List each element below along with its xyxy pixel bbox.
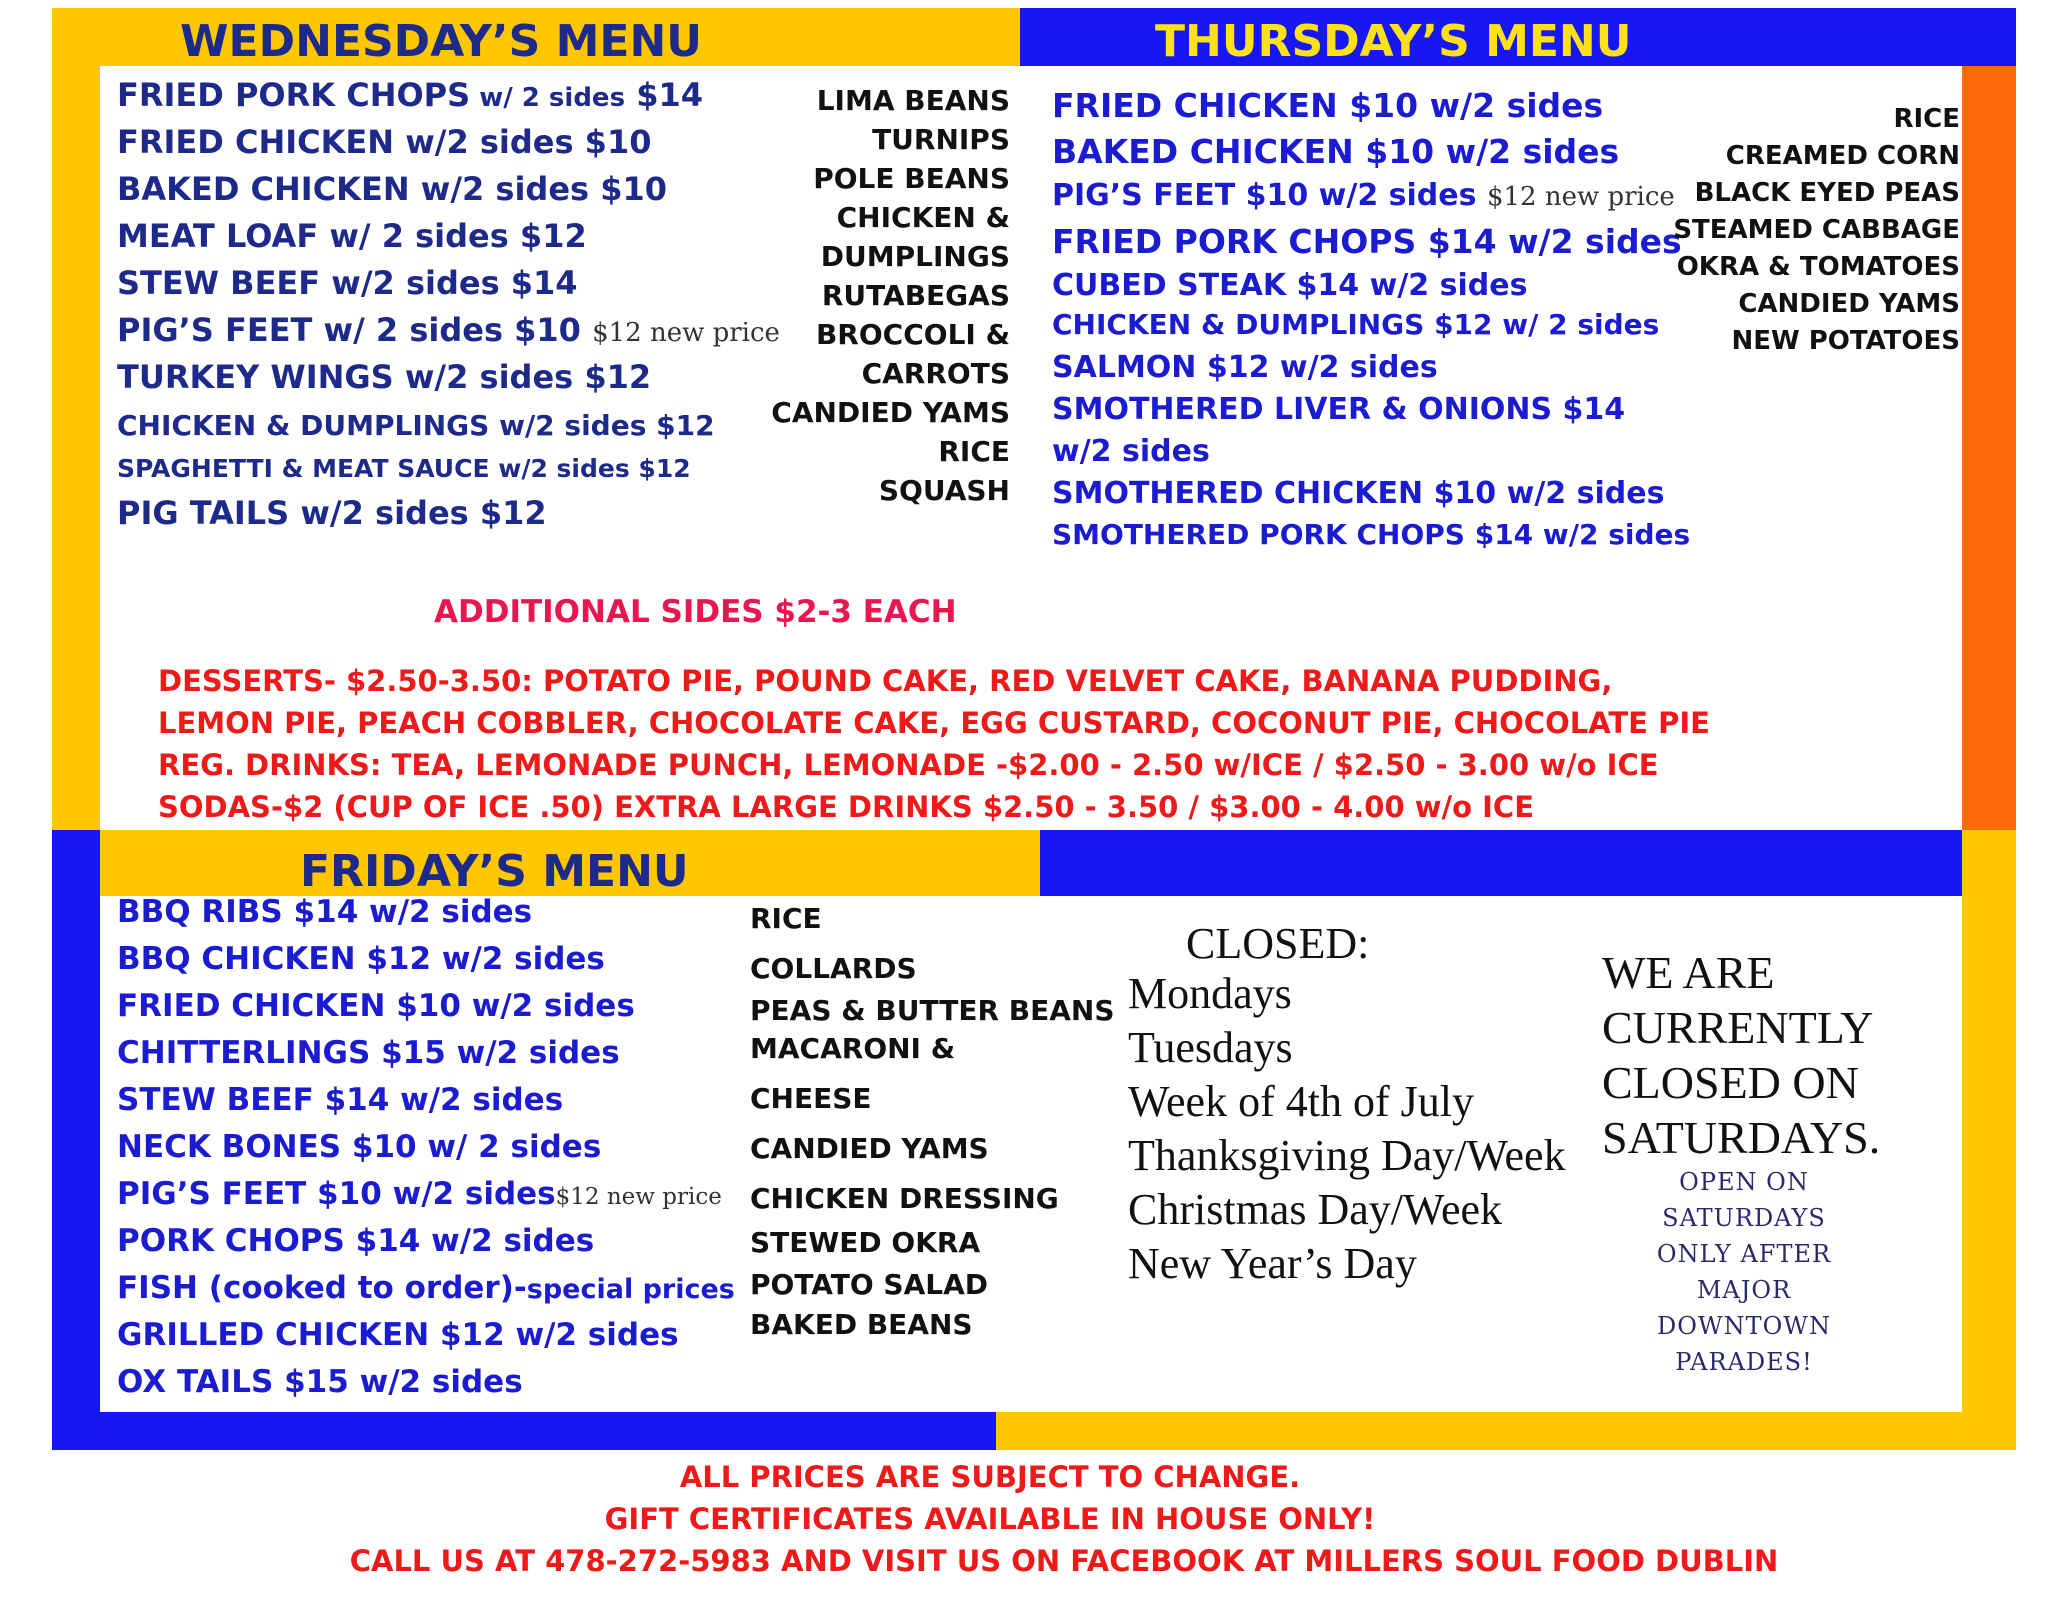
parade-line: MAJOR [1696,1276,1792,1304]
list-item: PIG’S FEET w/ 2 sides $10 $12 new price [117,311,780,349]
side-item: CREAMED CORN [1725,141,1960,171]
side-item: PEAS & BUTTER BEANS [750,994,1115,1027]
side-item: STEAMED CABBAGE [1673,215,1960,245]
side-item: BLACK EYED PEAS [1694,178,1960,208]
list-item: PIG’S FEET $10 w/2 sides$12 new price [117,1176,722,1212]
side-item: MACARONI & [750,1032,956,1065]
list-item: TURKEY WINGS w/2 sides $12 [117,358,652,396]
side-item: CHEESE [750,1082,872,1115]
closed-day: Thanksgiving Day/Week [1128,1131,1566,1180]
thursday-sides-list [1673,104,1960,363]
parade-line: ONLY AFTER [1656,1240,1832,1268]
list-item: SMOTHERED PORK CHOPS $14 w/2 sides [1052,518,1691,551]
bottom-border-yellow [996,1412,2016,1450]
side-item: NEW POTATOES [1731,326,1960,356]
list-item: w/2 sides [1052,434,1210,469]
closed-days-list [1128,968,1566,1292]
list-item: SMOTHERED LIVER & ONIONS $14 [1052,392,1626,427]
side-item: RICE [938,435,1010,468]
closed-day: Week of 4th of July [1128,1077,1474,1126]
side-item: CHICKEN & [836,201,1010,234]
closed-day: Christmas Day/Week [1128,1185,1503,1234]
footer-line: ALL PRICES ARE SUBJECT TO CHANGE. [679,1460,1301,1494]
footer-line: GIFT CERTIFICATES AVAILABLE IN HOUSE ONLY! [604,1502,1376,1536]
list-item: PIG TAILS w/2 sides $12 [117,494,547,532]
side-item: RUTABEGAS [821,279,1010,312]
friday-header-band-blue [1040,830,1964,896]
saturday-line: SATURDAYS. [1602,1112,1881,1163]
list-item: CUBED STEAK $14 w/2 sides [1052,268,1528,303]
side-item: STEWED OKRA [750,1226,981,1259]
side-item: RICE [750,902,822,935]
list-item: BBQ CHICKEN $12 w/2 sides [117,941,605,977]
drinks-line: REG. DRINKS: TEA, LEMONADE PUNCH, LEMONADE -$2.00 - 2.50 w/ICE / $2.50 - 3.00 w/o ICE [158,748,1659,782]
list-item: FRIED CHICKEN w/2 sides $10 [117,123,652,161]
friday-sides-list [750,902,1115,1348]
side-item: CANDIED YAMS [1738,289,1960,319]
list-item: FRIED CHICKEN $10 w/2 sides [1052,86,1604,125]
right-border-orange [1962,66,2016,830]
list-item: CHICKEN & DUMPLINGS w/2 sides $12 [117,409,715,442]
list-item: SMOTHERED CHICKEN $10 w/2 sides [1052,476,1665,511]
list-item: BAKED CHICKEN $10 w/2 sides [1052,132,1620,171]
list-item: OX TAILS $15 w/2 sides [117,1364,523,1400]
side-item: CANDIED YAMS [771,396,1010,429]
side-item: SQUASH [878,474,1010,507]
footer [0,1460,2048,1586]
wednesday-sides-list [771,84,1010,513]
side-item: BAKED BEANS [750,1308,973,1341]
list-item: CHICKEN & DUMPLINGS $12 w/ 2 sides [1052,308,1660,341]
list-item: SALMON $12 w/2 sides [1052,350,1438,385]
saturday-line: WE ARE [1602,947,1775,998]
closed-day: New Year’s Day [1128,1239,1417,1288]
list-item: PORK CHOPS $14 w/2 sides [117,1223,595,1259]
left-border-blue [52,830,100,1450]
closed-day: Tuesdays [1128,1023,1293,1072]
side-item: CHICKEN DRESSING [750,1182,1059,1215]
side-item: TURNIPS [872,123,1010,156]
list-item: FRIED PORK CHOPS $14 w/2 sides [1052,222,1682,261]
list-item: FRIED CHICKEN $10 w/2 sides [117,988,635,1024]
side-item: DUMPLINGS [820,240,1010,273]
saturday-closed-block [1602,946,1880,1166]
list-item: FRIED PORK CHOPS w/ 2 sides $14 [117,76,703,114]
list-item: STEW BEEF $14 w/2 sides [117,1082,564,1118]
side-item: CARROTS [861,357,1010,390]
left-border-yellow [52,8,100,830]
bottom-border-blue [52,1412,996,1450]
new-price-note: $12 new price [555,1184,722,1210]
friday-menu-list [117,894,735,1411]
new-price-note: $12 new price [1486,182,1675,212]
desserts-line: DESSERTS- $2.50-3.50: POTATO PIE, POUND CAKE, RED VELVET CAKE, BANANA PUDDING, [158,664,1613,698]
thursday-menu-list [1052,86,1690,558]
list-item: NECK BONES $10 w/ 2 sides [117,1129,602,1165]
list-item: SPAGHETTI & MEAT SAUCE w/2 sides $12 [117,454,691,483]
list-item: PIG’S FEET $10 w/2 sides $12 new price [1052,178,1675,213]
parade-line: DOWNTOWN [1657,1312,1831,1340]
saturday-line: CURRENTLY [1602,1002,1874,1053]
saturday-line: CLOSED ON [1602,1057,1859,1108]
list-item: STEW BEEF w/2 sides $14 [117,264,578,302]
parade-line: SATURDAYS [1662,1204,1826,1232]
list-item: BAKED CHICKEN w/2 sides $10 [117,170,668,208]
list-item: CHITTERLINGS $15 w/2 sides [117,1035,620,1071]
additional-sides-text: ADDITIONAL SIDES $2-3 EACH [434,594,957,630]
closed-day: Mondays [1128,969,1292,1018]
wednesday-heading: WEDNESDAY’S MENU [180,16,703,67]
wednesday-menu-list [117,76,780,541]
desserts-drinks-block [158,664,1710,832]
thursday-heading: THURSDAY’S MENU [1155,16,1632,67]
side-item: BROCCOLI & [815,318,1010,351]
side-item: LIMA BEANS [816,84,1010,117]
side-item: OKRA & TOMATOES [1676,252,1960,282]
list-item: BBQ RIBS $14 w/2 sides [117,894,533,930]
parade-line: PARADES! [1675,1348,1813,1376]
list-item: MEAT LOAF w/ 2 sides $12 [117,217,587,255]
side-item: COLLARDS [750,952,917,985]
list-item: GRILLED CHICKEN $12 w/2 sides [117,1317,679,1353]
side-item: POLE BEANS [813,162,1010,195]
friday-heading: FRIDAY’S MENU [300,846,689,897]
saturday-parade-note [1612,1164,1876,1380]
new-price-note: $12 new price [592,318,780,348]
side-item: RICE [1893,104,1960,134]
parade-line: OPEN ON [1679,1168,1809,1196]
side-item: POTATO SALAD [750,1268,988,1301]
closed-heading: CLOSED: [1186,919,1370,968]
sodas-line: SODAS-$2 (CUP OF ICE .50) EXTRA LARGE DRINKS $2.50 - 3.50 / $3.00 - 4.00 w/o ICE [158,790,1535,824]
right-border-yellow [1962,830,2016,1450]
side-item: CANDIED YAMS [750,1132,989,1165]
desserts-line: LEMON PIE, PEACH COBBLER, CHOCOLATE CAKE, EGG CUSTARD, COCONUT PIE, CHOCOLATE PIE [158,706,1710,740]
footer-line: CALL US AT 478-272-5983 AND VISIT US ON FACEBOOK AT MILLERS SOUL FOOD DUBLIN [349,1544,1779,1578]
list-item: FISH (cooked to order)-special prices [117,1270,735,1306]
